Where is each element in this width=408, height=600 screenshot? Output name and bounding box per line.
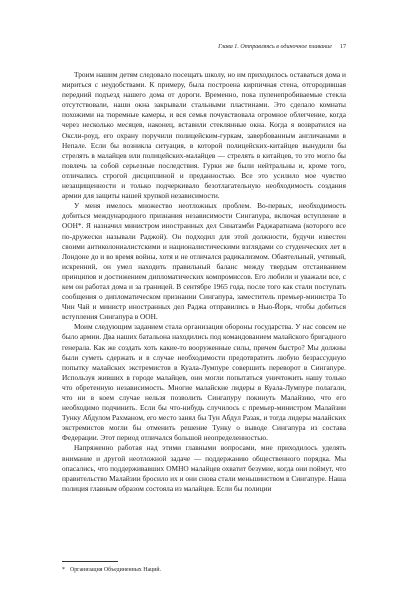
chapter-title: Глава 1. Отправляясь в одиночное плавание [218,44,332,50]
footnote-divider [62,561,118,562]
footnote-text: Организация Объединенных Наций. [69,567,161,573]
body-text [62,70,346,494]
paragraph: Троим нашим детям следовало посещать школу, но им приходилось оставаться дома и мириться с неудобствами. К примеру, была построена кирпичная стена, отгородившая передний подъезд нашего дома от дороги. Временно, пока пуленепробиваемые стекла отсутствовали, наши окна закрывали стальными пластинами. Это сделало комнаты похожими на тюремные камеры, и вся семья почувствовала огромное облегчение, когда через несколько месяцев, наконец, вставили стеклянные окна. Когда я возвратился на Оксли-роуд, его охрану поручили полицейским-гуркам, завербованным англичанами в Непале. Если бы возникла ситуация, в которой полицейских-китайцев вынудили бы стрелять в малайцев или полицейских-малайцев — стрелять в китайцев, то это могло бы повлечь за собой серьезные последствия. Гурки же были нейтральны и, кроме того, отличались строгой дисциплиной и преданностью. Все это усилило мое чувство незащищенности и только подчеркивало безотлагательную необходимость создания армии для защиты нашей хрупкой независимости. [62,70,346,201]
running-header [150,44,346,50]
page-number: 17 [339,44,346,50]
paragraph: Моим следующим заданием стала организация обороны государства. У нас совсем не было армии. Два наших батальона находились под командованием малайского бригадного генерала. Как же создать хоть какие-то вооруженные силы, причем быстро? Мы должны были суметь сдержать и в случае необходимости предотвратить любую безрассудную попытку малайских экстремистов в Куала-Лумпуре совершить переворот в Сингапуре. Используя живших в городе малайцев, они могли попытаться уничтожить нашу только что обретенную независимость. Многие малайские лидеры в Куала-Лумпуре полагали, что ни в коем случае нельзя позволить Сингапуру покинуть Малайзию, что его необходимо подчинить. Если бы что-нибудь случилось с премьер-министром Малайзии Тунку Абдулом Рахманом, его место занял бы Тун Абдул Разак, и тогда лидеры малайских экстремистов могли бы отменить решение Тунку о выводе Сингапура из состава Федерации. Этот период отличался большой неопределенностью. [62,322,346,443]
footnote-mark: * [62,567,65,573]
footnote [62,566,346,574]
paragraph: Напряженно работая над этими главными вопросами, мне приходилось уделять внимание и другой неотложной задаче — поддержанию общественного порядка. Мы опасались, что поддерживавших ОМНО малайцев охватит безумие, когда они поймут, что правительство Малайзии бросило их и они снова стали меньшинством в Сингапуре. Наша полиция главным образом состояла из малайцев. Если бы полиции [62,443,346,493]
paragraph: У меня имелось множество неотложных проблем. Во-первых, необходимость добиться международного признания независимости Сингапура, включая вступление в ООН*. Я назначил министром иностранных дел Синатамби Раджаратнама (которого все по-дружески называли Раджой). Он подходил для этой должности, будучи известен своими антиколониалистскими и националистическими взглядами со студенческих лет в Лондоне до и во время войны, хотя и не отличался радикализмом. Обаятельный, учтивый, искренний, он умел находить правильный баланс между твердым отстаиванием принципов и достижением дипломатических компромиссов. Его любили и уважали все, с кем он работал дома и за границей. В сентябре 1965 года, после того как стали поступать сообщения о дипломатическом признании Сингапура, заместитель премьер-министра То Чин Чай и министр иностранных дел Раджа отправились в Нью-Йорк, чтобы добиться вступления Сингапура в ООН. [62,201,346,322]
